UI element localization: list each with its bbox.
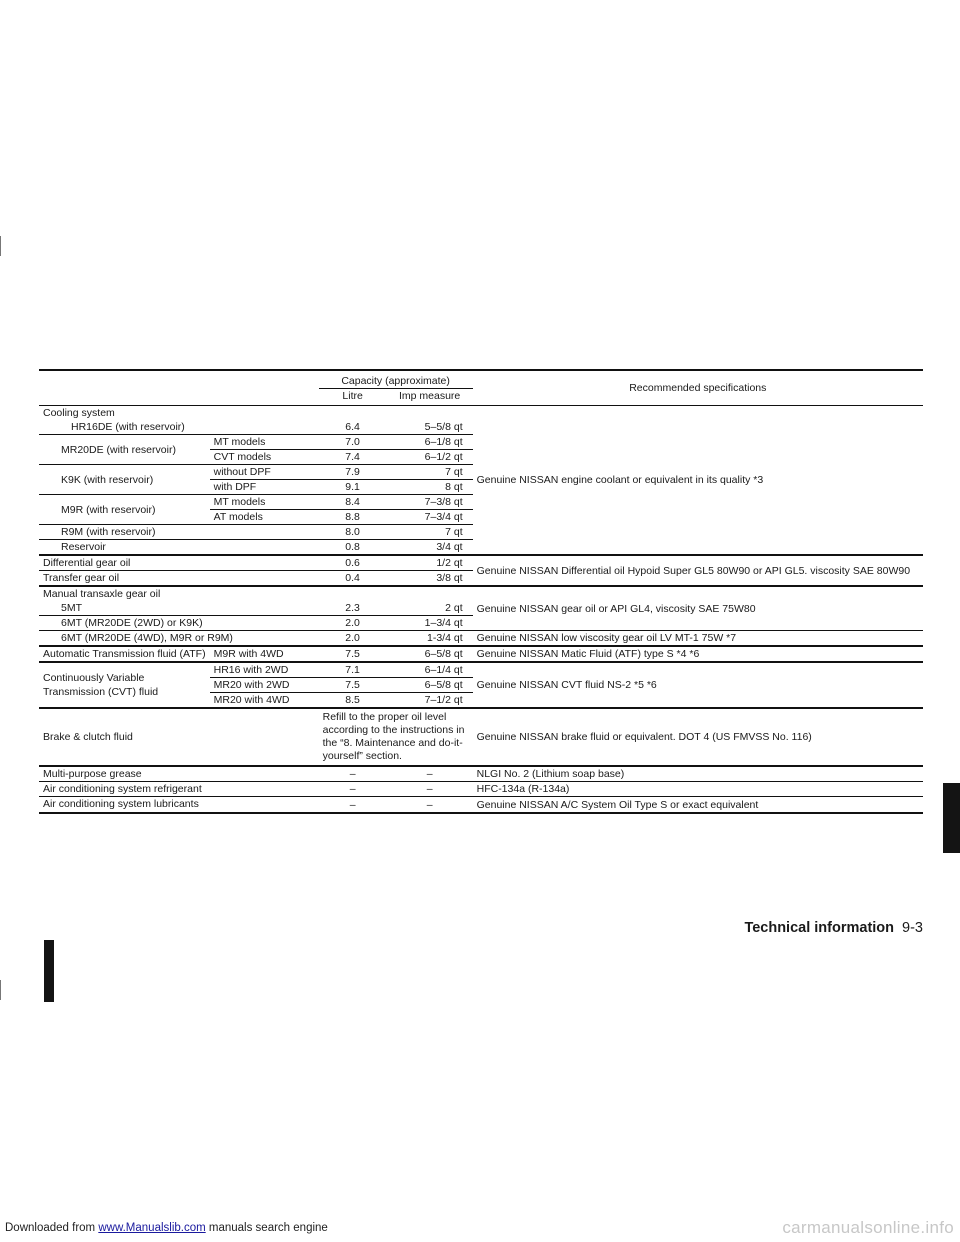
download-header	[5, 1222, 328, 1234]
litre-value: 2.0	[319, 616, 387, 631]
table-row	[39, 766, 923, 782]
imp-header: Imp measure	[387, 389, 473, 406]
sub-label: AT models	[210, 510, 319, 525]
brake-spec: Genuine NISSAN brake fluid or equivalent. DOT 4 (US FMVSS No. 116)	[473, 708, 923, 766]
table-row	[39, 662, 923, 678]
litre-value: 9.1	[319, 480, 387, 495]
watermark: carmanualsonline.info	[782, 1218, 954, 1237]
table-row	[39, 797, 923, 814]
imp-value: 3/8 qt	[387, 571, 473, 587]
imp-value: 7–3/4 qt	[387, 510, 473, 525]
imp-value: 1-3/4 qt	[387, 631, 473, 647]
imp-value: –	[387, 782, 473, 797]
litre-value: 0.6	[319, 555, 387, 571]
table-row	[39, 646, 923, 662]
sub-label: HR16 with 2WD	[210, 662, 319, 678]
row-label: 5MT	[39, 601, 319, 616]
litre-value: 8.4	[319, 495, 387, 510]
capacities-table	[39, 369, 923, 814]
rec-header: Recommended specifications	[473, 370, 923, 406]
row-label: MR20DE (with reservoir)	[39, 435, 210, 465]
sub-label: MR20 with 4WD	[210, 693, 319, 709]
row-label: Multi-purpose grease	[39, 766, 319, 782]
row-label: Brake & clutch fluid	[39, 708, 319, 766]
row-label: Air conditioning system refrigerant	[39, 782, 319, 797]
imp-value: 6–1/4 qt	[387, 662, 473, 678]
sub-label: M9R with 4WD	[210, 646, 319, 662]
litre-value: –	[319, 782, 387, 797]
litre-value: 8.0	[319, 525, 387, 540]
litre-value: 7.4	[319, 450, 387, 465]
imp-value: 5–5/8 qt	[387, 420, 473, 435]
imp-value: –	[387, 766, 473, 782]
brake-note: Refill to the proper oil level according to the instructions in the “8. Maintenance and do-it-yourself” section.	[319, 708, 473, 766]
litre-value: 7.0	[319, 435, 387, 450]
row-label: K9K (with reservoir)	[39, 465, 210, 495]
page-heading	[744, 920, 923, 936]
litre-value: 7.5	[319, 646, 387, 662]
page-title: Technical information	[744, 920, 895, 936]
sub-label: MR20 with 2WD	[210, 678, 319, 693]
table-row	[39, 708, 923, 766]
sub-label: without DPF	[210, 465, 319, 480]
imp-value: 7–3/8 qt	[387, 495, 473, 510]
row-label: Automatic Transmission fluid (ATF)	[39, 646, 210, 662]
litre-value: 0.8	[319, 540, 387, 556]
imp-value: 8 qt	[387, 480, 473, 495]
litre-value: –	[349, 798, 356, 811]
atf-spec: Genuine NISSAN Matic Fluid (ATF) type S *4 *6	[473, 646, 923, 662]
page-number: 9-3	[902, 920, 923, 936]
imp-value: 7 qt	[387, 465, 473, 480]
crop-mark-left-bottom	[0, 980, 1, 1000]
imp-value: –	[426, 798, 433, 811]
imp-value: 6–5/8 qt	[387, 646, 473, 662]
sub-label: CVT models	[210, 450, 319, 465]
chapter-tab-marker	[943, 783, 960, 853]
litre-value: 2.3	[319, 601, 387, 616]
margin-bar	[44, 940, 54, 1002]
sub-label: with DPF	[210, 480, 319, 495]
manualslib-link[interactable]: www.Manualslib.com	[98, 1222, 206, 1234]
imp-value: 3/4 qt	[387, 540, 473, 556]
imp-value: 6–5/8 qt	[387, 678, 473, 693]
litre-value: 8.5	[319, 693, 387, 709]
table-row	[39, 586, 923, 601]
litre-value: 0.4	[319, 571, 387, 587]
litre-value: –	[319, 766, 387, 782]
row-label: R9M (with reservoir)	[39, 525, 319, 540]
grease-spec: NLGI No. 2 (Lithium soap base)	[473, 766, 923, 782]
row-label: Differential gear oil	[39, 555, 319, 571]
diff-transfer-spec: Genuine NISSAN Differential oil Hypoid Super GL5 80W90 or API GL5. viscosity SAE 80W90	[473, 555, 923, 586]
imp-value: 1/2 qt	[387, 555, 473, 571]
row-label: Transfer gear oil	[39, 571, 319, 587]
crop-mark-left-top	[0, 236, 1, 256]
header-row	[39, 370, 923, 389]
table-row	[39, 555, 923, 571]
litre-value: 7.5	[319, 678, 387, 693]
capacity-header: Capacity (approximate)	[319, 370, 473, 389]
table-row	[39, 406, 923, 421]
litre-value: 2.0	[319, 631, 387, 647]
imp-value: 2 qt	[387, 601, 473, 616]
imp-value: 7 qt	[387, 525, 473, 540]
row-label: Continuously Variable Transmission (CVT) fluid	[39, 662, 210, 708]
litre-value: 6.4	[319, 420, 387, 435]
litre-header: Litre	[319, 389, 387, 406]
header-suffix: manuals search engine	[205, 1222, 328, 1234]
row-label: 6MT (MR20DE (4WD), M9R or R9M)	[39, 631, 319, 647]
manual-spec: Genuine NISSAN gear oil or API GL4, viscosity SAE 75W80	[473, 586, 923, 631]
row-label: M9R (with reservoir)	[39, 495, 210, 525]
table-row	[39, 631, 923, 647]
cvt-spec: Genuine NISSAN CVT fluid NS-2 *5 *6	[473, 662, 923, 708]
refrig-spec: HFC-134a (R-134a)	[473, 782, 923, 797]
imp-value: 6–1/8 qt	[387, 435, 473, 450]
litre-value: 8.8	[319, 510, 387, 525]
row-label: HR16DE (with reservoir)	[39, 420, 319, 435]
imp-value: 6–1/2 qt	[387, 450, 473, 465]
row-label: Reservoir	[39, 540, 319, 556]
imp-value: 7–1/2 qt	[387, 693, 473, 709]
litre-value: 7.1	[319, 662, 387, 678]
row-label: Air conditioning system lubricants	[43, 798, 199, 810]
litre-value: 7.9	[319, 465, 387, 480]
row-label: 6MT (MR20DE (2WD) or K9K)	[39, 616, 319, 631]
imp-value: 1–3/4 qt	[387, 616, 473, 631]
cooling-title: Cooling system	[43, 407, 115, 419]
sub-label: MT models	[210, 435, 319, 450]
cooling-spec: Genuine NISSAN engine coolant or equivalent in its quality *3	[473, 406, 923, 556]
six4-spec: Genuine NISSAN low viscosity gear oil LV MT-1 75W *7	[473, 631, 923, 647]
table-row	[39, 782, 923, 797]
lubr-spec: Genuine NISSAN A/C System Oil Type S or exact equivalent	[476, 798, 759, 811]
manual-title: Manual transaxle gear oil	[43, 588, 161, 600]
sub-label: MT models	[210, 495, 319, 510]
header-prefix: Downloaded from	[5, 1222, 99, 1234]
